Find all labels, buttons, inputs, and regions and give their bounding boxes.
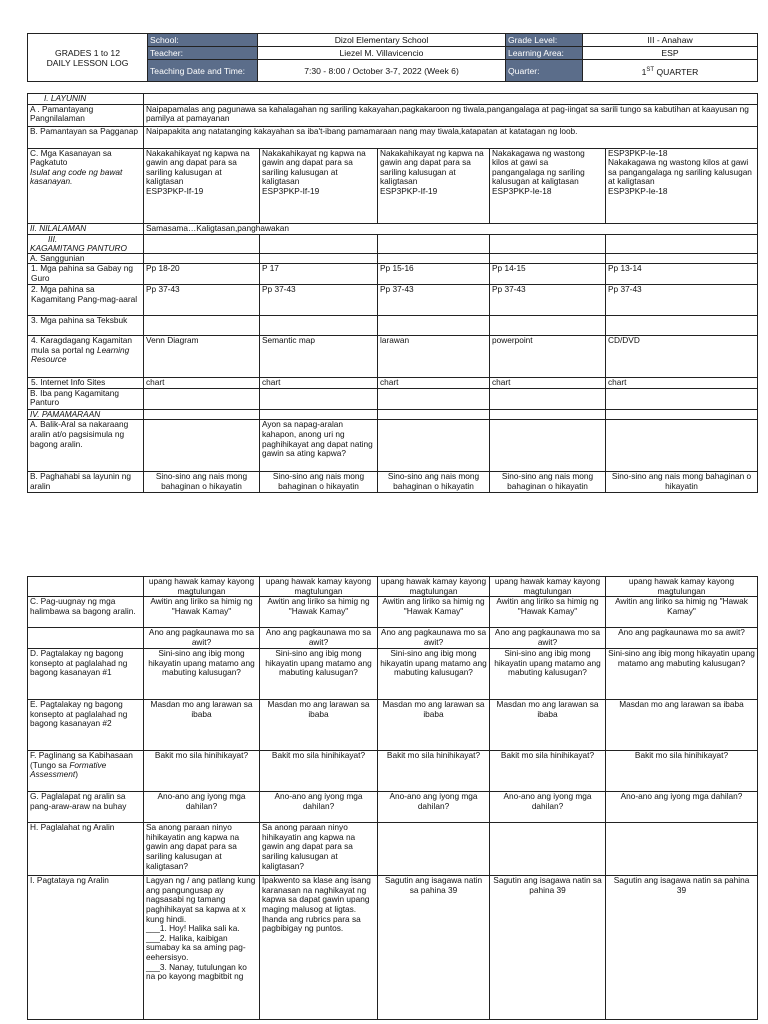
paglinang-cell-2: Bakit mo sila hinihikayat? (260, 751, 378, 792)
teksbuk-blank-5 (606, 316, 758, 336)
teksbuk-blank-4 (490, 316, 606, 336)
quarter-num: 1 (641, 66, 647, 77)
balik-aral-label: A. Balik-Aral sa nakaraang aralin at/o pagsisimula ng bagong aralin. (28, 420, 144, 472)
pagtataya-cell-2: Ipakwento sa klase ang isang karanasan na naghikayat ng kapwa sa dapat gawin upang maging malusog at ligtas. Ihanda ang rubrics para sa pagbibigay ng puntos. (260, 876, 378, 1020)
paglalapat-cell-1: Ano-ano ang iyong mga dahilan? (144, 792, 260, 823)
area-value: ESP (583, 47, 758, 60)
pag-uugnay-cell-2: Awitin ang liriko sa himig ng "Hawak Kamay" (260, 597, 378, 628)
pagtalakay-2-cell-4: Masdan mo ang larawan sa ibaba (490, 700, 606, 751)
pagtalakay-1-cell-4: Sini-sino ang ibig mong hikayatin upang matamo ang mabuting kalusugan? (490, 649, 606, 700)
quarter-label: Quarter: (506, 60, 583, 82)
pamamaraan-blank-2 (260, 409, 378, 420)
paghahabi-cell-5: Sino-sino ang nais mong bahaginan o hikayatin (606, 472, 758, 492)
karagdagang-cell-2: Semantic map (260, 336, 378, 378)
paghahabi-cell-3: Sino-sino ang nais mong bahaginan o hikayatin (378, 472, 490, 492)
pagtalakay-2-cell-1: Masdan mo ang larawan sa ibaba (144, 700, 260, 751)
lesson-table-page1 (27, 93, 758, 493)
internet-cell-4: chart (490, 378, 606, 389)
awit-cell-1: Ano ang pagkaunawa mo sa awit? (144, 628, 260, 649)
karagdagang-label (28, 336, 144, 378)
karagdagang-cell-1: Venn Diagram (144, 336, 260, 378)
balik-aral-cell-5 (606, 420, 758, 472)
karagdagang-text: 4. Karagdagang Kagamitan mula sa portal ng (31, 335, 133, 355)
sanggunian-blank-4 (490, 253, 606, 264)
date-label: Teaching Date and Time: (148, 60, 258, 82)
paglalapat-cell-4: Ano-ano ang iyong mga dahilan? (490, 792, 606, 823)
paglinang-text: F. Paglinang sa Kabihasaan (Tungo sa (30, 750, 133, 770)
paglalapat-cell-5: Ano-ano ang iyong mga dahilan? (606, 792, 758, 823)
pagtalakay-1-cell-3: Sini-sino ang ibig mong hikayatin upang matamo ang mabuting kalusugan? (378, 649, 490, 700)
pagtataya-label: I. Pagtataya ng Aralin (28, 876, 144, 1020)
paghahabi-label: B. Paghahabi sa layunin ng aralin (28, 472, 144, 492)
pagtalakay-1-cell-1: Sini-sino ang ibig mong hikayatin upang matamo ang mabuting kalusugan? (144, 649, 260, 700)
sanggunian-blank-5 (606, 253, 758, 264)
pagtataya-cell-3: Sagutin ang isagawa natin sa pahina 39 (378, 876, 490, 1020)
pag-uugnay-label: C. Pag-uugnay ng mga halimbawa sa bagong aralin. (28, 597, 144, 628)
pamamaraan-blank-3 (378, 409, 490, 420)
pagtalakay-2-cell-3: Masdan mo ang larawan sa ibaba (378, 700, 490, 751)
paglinang-close: ) (75, 769, 78, 780)
paglalahat-label: H. Paglalahat ng Aralin (28, 823, 144, 876)
kagamitan-blank-1 (144, 234, 260, 253)
awit-cell-5: Ano ang pagkaunawa mo sa awit? (606, 628, 758, 649)
kagamitan-blank-5 (606, 234, 758, 253)
pag-uugnay-cell-5: Awitin ang liriko sa himig ng "Hawak Kamay" (606, 597, 758, 628)
pagtalakay-2-cell-5: Masdan mo ang larawan sa ibaba (606, 700, 758, 751)
kasanayan-cell-1: Nakakahikayat ng kapwa na gawin ang dapat para sa sariling kalusugan at kaligtasan ESP3PKP-If-19 (144, 148, 260, 223)
gabay-label: 1. Mga pahina sa Gabay ng Guro (28, 264, 144, 285)
paglinang-cell-3: Bakit mo sila hinihikayat? (378, 751, 490, 792)
sanggunian-blank-1 (144, 253, 260, 264)
kasanayan-label (28, 148, 144, 223)
nilalaman-heading: II. NILALAMAN (28, 223, 144, 234)
pamantayan-pagganap-text: Naipapakita ang natatanging kakayahan sa iba't-ibang pamamaraan nang may tiwala,katapatan at katatagan ng loob. (144, 126, 758, 148)
balik-aral-cell-2: Ayon sa napag-aralan kahapon, anong uri ng paghihikayat ang dapat nating gawin sa ating kapwa? (260, 420, 378, 472)
internet-cell-5: chart (606, 378, 758, 389)
sanggunian-blank-3 (378, 253, 490, 264)
cont-label-blank (28, 577, 144, 597)
kagamitan-blank-3 (378, 234, 490, 253)
quarter-value (583, 60, 758, 82)
gabay-cell-5: Pp 13-14 (606, 264, 758, 285)
teksbuk-blank-2 (260, 316, 378, 336)
kasanayan-cell-5: ESP3PKP-Ie-18 Nakakagawa ng wastong kilos at gawi sa pangangalaga ng sariling kalusugan at kaligtasan ESP3PKP-Ie-18 (606, 148, 758, 223)
lesson-table-page2 (27, 576, 758, 1020)
cont-cell-1: upang hawak kamay kayong magtulungan (144, 577, 260, 597)
kasanayan-cell-3: Nakakahikayat ng kapwa na gawin ang dapat para sa sariling kalusugan at kaligtasan ESP3PKP-If-19 (378, 148, 490, 223)
pagtataya-cell-4: Sagutin ang isagawa natin sa pahina 39 (490, 876, 606, 1020)
paglinang-cell-5: Bakit mo sila hinihikayat? (606, 751, 758, 792)
pamamaraan-blank-4 (490, 409, 606, 420)
pamamaraan-blank-1 (144, 409, 260, 420)
sanggunian-blank-2 (260, 253, 378, 264)
internet-cell-1: chart (144, 378, 260, 389)
paglinang-cell-4: Bakit mo sila hinihikayat? (490, 751, 606, 792)
awit-cell-3: Ano ang pagkaunawa mo sa awit? (378, 628, 490, 649)
teksbuk-label: 3. Mga pahina sa Teksbuk (28, 316, 144, 336)
karagdagang-cell-3: larawan (378, 336, 490, 378)
iba-blank-3 (378, 388, 490, 409)
iba-blank-4 (490, 388, 606, 409)
pagtalakay-2-label: E. Pagtalakay ng bagong konsepto at paglalahad ng bagong kasanayan #2 (28, 700, 144, 751)
grade-label: Grade Level: (506, 34, 583, 47)
paglalahat-cell-1: Sa anong paraan ninyo hihikayatin ang kapwa na gawin ang dapat para sa sariling kalusugan at kaligtasan? (144, 823, 260, 876)
pamamaraan-heading: IV. PAMAMARAAN (28, 409, 144, 420)
pag-uugnay-cell-4: Awitin ang liriko sa himig ng "Hawak Kamay" (490, 597, 606, 628)
kasanayan-title: C. Mga Kasanayan sa Pagkatuto (30, 148, 112, 168)
karagdagang-cell-4: powerpoint (490, 336, 606, 378)
sanggunian-label: A. Sanggunian (28, 253, 144, 264)
iba-blank-2 (260, 388, 378, 409)
balik-aral-cell-1 (144, 420, 260, 472)
paglinang-cell-1: Bakit mo sila hinihikayat? (144, 751, 260, 792)
pag-uugnay-cell-1: Awitin ang liriko sa himig ng "Hawak Kamay" (144, 597, 260, 628)
pagtalakay-2-cell-2: Masdan mo ang larawan sa ibaba (260, 700, 378, 751)
kagamitang-mag-aaral-label: 2. Mga pahina sa Kagamitang Pang-mag-aaral (28, 285, 144, 316)
gabay-cell-3: Pp 15-16 (378, 264, 490, 285)
pag-uugnay-cell-3: Awitin ang liriko sa himig ng "Hawak Kamay" (378, 597, 490, 628)
quarter-word: QUARTER (654, 66, 699, 77)
header-table (27, 33, 758, 82)
karagdagang-cell-5: CD/DVD (606, 336, 758, 378)
date-value: 7:30 - 8:00 / October 3-7, 2022 (Week 6) (258, 60, 506, 82)
awit-label-blank (28, 628, 144, 649)
balik-aral-cell-4 (490, 420, 606, 472)
awit-cell-2: Ano ang pagkaunawa mo sa awit? (260, 628, 378, 649)
iba-pang-kagamitan-label: B. Iba pang Kagamitang Panturo (28, 388, 144, 409)
iba-blank-5 (606, 388, 758, 409)
school-label: School: (148, 34, 258, 47)
pagtataya-cell-1: Lagyan ng / ang patlang kung ang pangungusap ay nagsasabi ng tamang paghihikayat sa kapwa at x kung hindi. ___1. Hoy! Halika sali ka. ___2. Halika, kaibigan sumabay ka sa aming pag-eehersisyo. ___3. Nanay, tutulungan ko na po kayong magbitbit ng (144, 876, 260, 1020)
school-value: Dizol Elementary School (258, 34, 506, 47)
nilalaman-text: Samasama…Kaligtasan,panghawakan (144, 223, 758, 234)
pamantayang-label: A . Pamantayang Pangnilalaman (28, 104, 144, 126)
area-label: Learning Area: (506, 47, 583, 60)
pamantayang-text: Naipapamalas ang pagunawa sa kahalagahan ng sariling kakayahan,pagkakaroon ng tiwala,pangangalaga at pag-iingat sa sarili tungo sa kabutihan at kaayusan ng pamilya at pamayanan (144, 104, 758, 126)
teacher-label: Teacher: (148, 47, 258, 60)
gabay-cell-1: Pp 18-20 (144, 264, 260, 285)
paghahabi-cell-4: Sino-sino ang nais mong bahaginan o hikayatin (490, 472, 606, 492)
paglalapat-label: G. Paglalapat ng aralin sa pang-araw-araw na buhay (28, 792, 144, 823)
teacher-value: Liezel M. Villavicencio (258, 47, 506, 60)
dll-title: GRADES 1 to 12 DAILY LESSON LOG (28, 34, 148, 82)
paghahabi-cell-2: Sino-sino ang nais mong bahaginan o hikayatin (260, 472, 378, 492)
mag-aaral-cell-3: Pp 37-43 (378, 285, 490, 316)
kasanayan-note: Isulat ang code ng bawat kasanayan. (30, 166, 123, 187)
paglalahat-cell-5 (606, 823, 758, 876)
kagamitan-heading (28, 234, 144, 253)
paglalahat-cell-3 (378, 823, 490, 876)
kasanayan-cell-4: Nakakagawa ng wastong kilos at gawi sa pangangalaga ng sariling kalusugan at kaligtasan ESP3PKP-Ie-18 (490, 148, 606, 223)
pagtalakay-1-cell-5: Sini-sino ang ibig mong hikayatin upang matamo ang mabuting kalusugan? (606, 649, 758, 700)
kagamitan-blank-4 (490, 234, 606, 253)
mag-aaral-cell-1: Pp 37-43 (144, 285, 260, 316)
teksbuk-blank-3 (378, 316, 490, 336)
layunin-heading: I. LAYUNIN (28, 94, 144, 105)
pamantayan-pagganap-label: B. Pamantayan sa Pagganap (28, 126, 144, 148)
paglinang-label (28, 751, 144, 792)
paghahabi-cell-1: Sino-sino ang nais mong bahaginan o hikayatin (144, 472, 260, 492)
paglalahat-cell-2: Sa anong paraan ninyo hihikayatin ang kapwa na gawin ang dapat para sa sariling kalusugan at kaligtasan? (260, 823, 378, 876)
layunin-blank (144, 94, 758, 105)
pagtalakay-1-label: D. Pagtalakay ng bagong konsepto at paglalahad ng bagong kasanayan #1 (28, 649, 144, 700)
cont-cell-5: upang hawak kamay kayong magtulungan (606, 577, 758, 597)
kasanayan-cell-2: Nakakahikayat ng kapwa na gawin ang dapat para sa sariling kalusugan at kaligtasan ESP3PKP-If-19 (260, 148, 378, 223)
mag-aaral-cell-4: Pp 37-43 (490, 285, 606, 316)
pagtataya-cell-5: Sagutin ang isagawa natin sa pahina 39 (606, 876, 758, 1020)
internet-cell-2: chart (260, 378, 378, 389)
cont-cell-4: upang hawak kamay kayong magtulungan (490, 577, 606, 597)
kagamitan-title: KAGAMITANG PANTURO (30, 242, 127, 253)
mag-aaral-cell-5: Pp 37-43 (606, 285, 758, 316)
paglinang-italic: Formative Assessment (30, 759, 107, 780)
mag-aaral-cell-2: Pp 37-43 (260, 285, 378, 316)
paglalahat-cell-4 (490, 823, 606, 876)
grade-value: III - Anahaw (583, 34, 758, 47)
gabay-cell-4: Pp 14-15 (490, 264, 606, 285)
paglalapat-cell-3: Ano-ano ang iyong mga dahilan? (378, 792, 490, 823)
kagamitan-blank-2 (260, 234, 378, 253)
cont-cell-3: upang hawak kamay kayong magtulungan (378, 577, 490, 597)
gabay-cell-2: P 17 (260, 264, 378, 285)
internet-cell-3: chart (378, 378, 490, 389)
pagtalakay-1-cell-2: Sini-sino ang ibig mong hikayatin upang matamo ang mabuting kalusugan? (260, 649, 378, 700)
kagamitan-roman: III. (48, 234, 58, 244)
pamamaraan-blank-5 (606, 409, 758, 420)
balik-aral-cell-3 (378, 420, 490, 472)
awit-cell-4: Ano ang pagkaunawa mo sa awit? (490, 628, 606, 649)
cont-cell-2: upang hawak kamay kayong magtulungan (260, 577, 378, 597)
teksbuk-blank-1 (144, 316, 260, 336)
karagdagang-italic: Learning Resource (31, 344, 130, 365)
internet-label: 5. Internet Info Sites (28, 378, 144, 389)
iba-blank-1 (144, 388, 260, 409)
paglalapat-cell-2: Ano-ano ang iyong mga dahilan? (260, 792, 378, 823)
quarter-sup: ST (646, 66, 655, 73)
